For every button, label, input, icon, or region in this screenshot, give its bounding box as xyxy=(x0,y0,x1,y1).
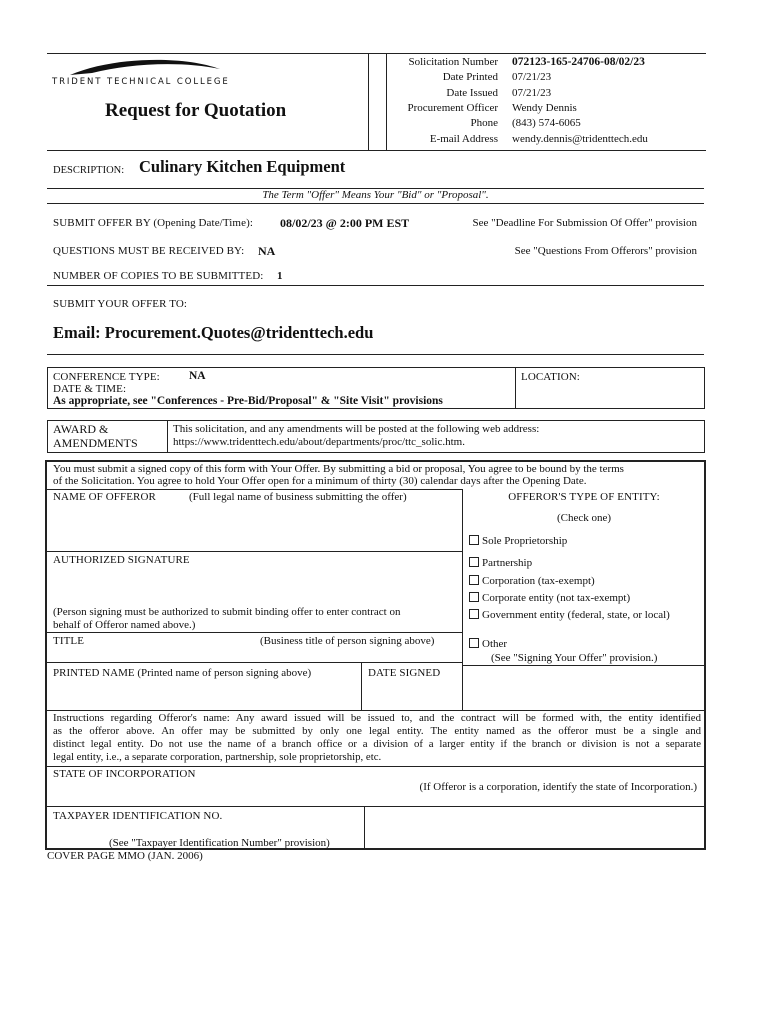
checkbox-icon[interactable] xyxy=(469,535,479,545)
offeror-name-hint: (Full legal name of business submitting the offer) xyxy=(189,491,407,503)
meta-label: Solicitation Number xyxy=(408,56,498,68)
title-label: TITLE xyxy=(53,635,85,647)
form-intro-1: You must submit a signed copy of this form with Your Offer. By submitting a bid or proposal, You agree to be bound by the terms xyxy=(53,463,624,475)
conference-location-label: LOCATION: xyxy=(521,371,580,383)
conference-divider xyxy=(515,367,516,409)
award-label-1: AWARD & xyxy=(53,422,109,436)
award-link[interactable]: https://www.tridenttech.edu/about/departments/proc/ttc_solic.htm. xyxy=(173,436,465,448)
entity-option-other[interactable]: Other xyxy=(469,638,507,651)
instructions-line: legal entity, i.e., a separate corporation, partnership, sole proprietorship, etc. xyxy=(53,751,382,763)
checkbox-icon[interactable] xyxy=(469,638,479,648)
meta-value: 07/21/23 xyxy=(512,86,552,99)
date-signed-field[interactable] xyxy=(362,680,461,709)
state-label: STATE OF INCORPORATION xyxy=(53,768,196,780)
instructions-line: distinct legal entity. Do not use the name of a branch office or a division of a larger entity if the branch or division is not a separate xyxy=(53,738,701,750)
submit-offer-note: See "Deadline For Submission Of Offer" provision xyxy=(472,217,697,229)
meta-label: E-mail Address xyxy=(429,132,498,145)
date-signed-label: DATE SIGNED xyxy=(368,667,441,679)
term-note: The Term "Offer" Means Your "Bid" or "Proposal". xyxy=(262,189,489,201)
instructions-rule xyxy=(46,766,705,767)
meta-label: Date Issued xyxy=(446,86,498,99)
entity-option-corporation[interactable]: Corporation (tax-exempt) xyxy=(469,575,595,588)
form-intro-2: of the Solicitation. You agree to hold Your Offer open for a minimum of thirty (30) calendar days after the Opening Date. xyxy=(53,475,587,487)
title-hint: (Business title of person signing above) xyxy=(260,635,435,647)
header-top-rule xyxy=(47,53,706,54)
printed-name-field[interactable] xyxy=(47,680,360,709)
submit-offer-label: SUBMIT OFFER BY (Opening Date/Time): xyxy=(53,217,253,229)
meta-value[interactable]: wendy.dennis@tridenttech.edu xyxy=(512,132,648,145)
instructions-line: as the offeror above. An offer may be submitted by only one legal entity. The entity named as the offeror must be a single and xyxy=(53,725,701,737)
instructions-line: Instructions regarding Offeror's name: Any award issued will be issued to, and the contract will be formed with, the entity identified xyxy=(53,712,701,724)
page-title: Request for Quotation xyxy=(105,100,287,121)
auth-signature-hint-1: (Person signing must be authorized to submit binding offer to enter contract on xyxy=(53,606,401,618)
entity-option-sole-proprietorship[interactable]: Sole Proprietorship xyxy=(469,535,567,548)
meta-value: 072123-165-24706-08/02/23 xyxy=(512,56,645,68)
meta-label: Procurement Officer xyxy=(407,101,498,114)
submit-to-rule xyxy=(47,354,704,355)
entity-hint: (Check one) xyxy=(556,512,612,524)
offeror-name-rule xyxy=(46,551,462,552)
entity-option-corporate-entity[interactable]: Corporate entity (not tax-exempt) xyxy=(469,592,630,605)
meta-value: Wendy Dennis xyxy=(512,101,577,114)
conference-date-label: DATE & TIME: xyxy=(53,383,127,395)
logo-text: TRIDENT TECHNICAL COLLEGE xyxy=(52,77,230,87)
term-rule-bottom xyxy=(47,203,704,204)
entity-option-partnership[interactable]: Partnership xyxy=(469,557,532,570)
submit-to-label: SUBMIT YOUR OFFER TO: xyxy=(53,298,188,310)
checkbox-icon[interactable] xyxy=(469,557,479,567)
tin-field[interactable] xyxy=(365,807,705,848)
questions-value: NA xyxy=(258,244,276,258)
meta-label: Phone xyxy=(470,117,498,130)
award-label-2: AMENDMENTS xyxy=(53,436,138,450)
auth-signature-rule xyxy=(46,632,462,633)
printed-name-rule xyxy=(46,710,705,711)
auth-signature-label: AUTHORIZED SIGNATURE xyxy=(53,554,190,566)
description-label: DESCRIPTION: xyxy=(53,165,125,176)
submit-to-email[interactable]: Email: Procurement.Quotes@tridenttech.edu xyxy=(53,323,374,342)
header-divider-right xyxy=(386,53,387,150)
conference-type-label: CONFERENCE TYPE: xyxy=(53,371,160,383)
description-value: Culinary Kitchen Equipment xyxy=(139,157,346,176)
header-divider-left xyxy=(368,53,369,150)
checkbox-icon[interactable] xyxy=(469,609,479,619)
meta-value[interactable]: (843) 574-6065 xyxy=(512,117,581,130)
cover-page-footer: COVER PAGE MMO (JAN. 2006) xyxy=(47,850,203,862)
form-intro-rule xyxy=(46,489,462,490)
entity-note: (See "Signing Your Offer" provision.) xyxy=(491,652,658,664)
offeror-name-field[interactable] xyxy=(47,504,461,550)
college-logo xyxy=(52,55,232,93)
questions-note: See "Questions From Offerors" provision xyxy=(514,245,697,257)
entity-title: OFFEROR'S TYPE OF ENTITY: xyxy=(508,491,660,503)
logo-swoosh-icon xyxy=(52,55,232,93)
title-rule xyxy=(46,662,462,663)
state-hint: (If Offeror is a corporation, identify the state of Incorporation.) xyxy=(419,781,697,793)
copies-label: NUMBER OF COPIES TO BE SUBMITTED: xyxy=(53,270,264,282)
meta-label: Date Printed xyxy=(442,71,498,84)
checkbox-icon[interactable] xyxy=(469,575,479,585)
award-text-1: This solicitation, and any amendments will be posted at the following web address: xyxy=(173,423,540,435)
award-divider xyxy=(167,420,168,453)
printed-name-label: PRINTED NAME (Printed name of person signing above) xyxy=(53,667,312,679)
conference-note: As appropriate, see "Conferences - Pre-Bid/Proposal" & "Site Visit" provisions xyxy=(53,395,443,407)
state-field[interactable] xyxy=(47,782,287,804)
questions-label: QUESTIONS MUST BE RECEIVED BY: xyxy=(53,245,245,257)
tin-hint: (See "Taxpayer Identification Number" provision) xyxy=(109,837,330,849)
submit-offer-value: 08/02/23 @ 2:00 PM EST xyxy=(280,216,410,230)
auth-signature-hint-2: behalf of Offeror named above.) xyxy=(53,619,196,631)
tin-label: TAXPAYER IDENTIFICATION NO. xyxy=(53,810,223,822)
offeror-name-label: NAME OF OFFEROR xyxy=(53,491,156,503)
copies-value: 1 xyxy=(277,270,283,282)
header-bottom-rule xyxy=(47,150,706,151)
entity-option-government[interactable]: Government entity (federal, state, or local) xyxy=(469,609,670,622)
checkbox-icon[interactable] xyxy=(469,592,479,602)
auth-signature-field[interactable] xyxy=(47,567,461,603)
entity-bottom-rule xyxy=(462,665,705,666)
copies-rule xyxy=(47,285,704,286)
meta-value: 07/21/23 xyxy=(512,71,552,84)
conference-type-value: NA xyxy=(189,370,206,382)
